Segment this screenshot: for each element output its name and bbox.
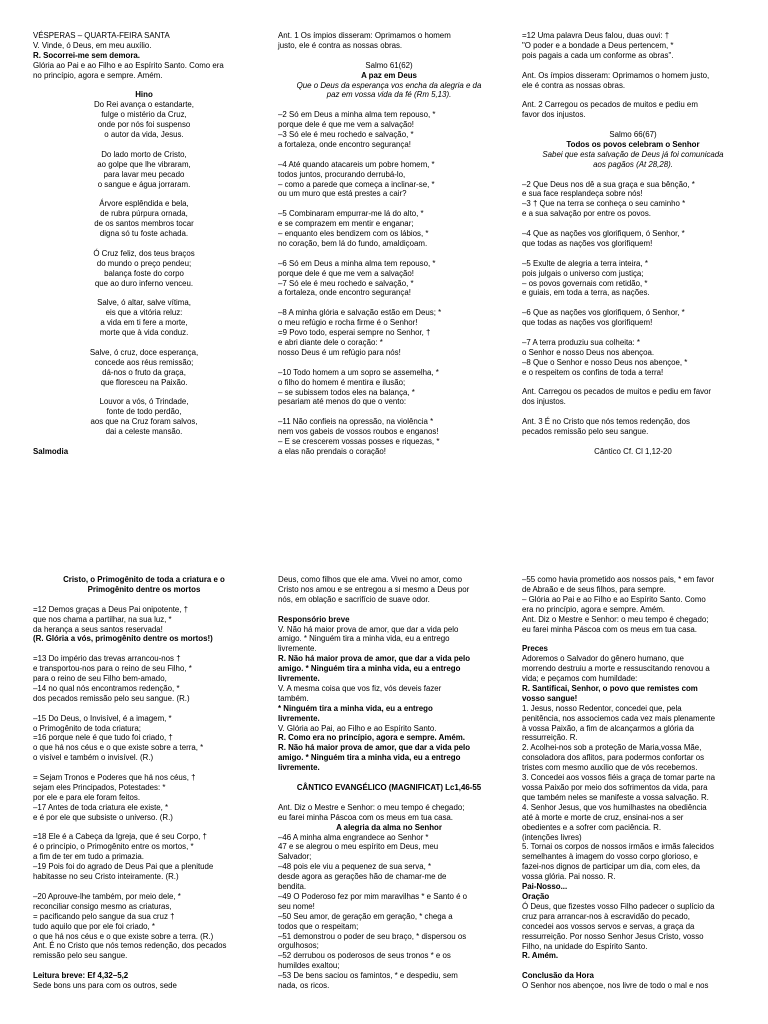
text-line: –6 Que as nações vos glorifiquem, ó Senhor, * xyxy=(522,308,685,318)
text-line: era no princípio, agora e sempre. Amém. xyxy=(522,604,665,614)
text-line: nós, em oblação e sacrifício de suave odor. xyxy=(278,594,430,604)
text-line: –50 Seu amor, de geração em geração, * chega a xyxy=(278,911,453,921)
blank-line xyxy=(522,407,744,417)
text-line: V. Não há maior prova de amor, que dar a vida pelo xyxy=(278,624,459,634)
text-line: nosso Deus é um refúgio para nós! xyxy=(278,347,401,357)
blank-line xyxy=(278,298,500,308)
text-line: –10 Todo homem a um sopro se assemelha, * xyxy=(278,367,439,377)
text-line: –52 derrubou os poderosos de seus tronos * e os xyxy=(278,951,451,961)
text-line: Do lado morto de Cristo, xyxy=(101,149,187,159)
blank-line xyxy=(33,388,255,398)
text-line: ressurreição. Por nosso Senhor Jesus Cristo, vosso xyxy=(522,931,704,941)
text-line: ele é contra as nossas obras. xyxy=(522,80,626,90)
blank-line xyxy=(522,249,744,259)
text-line: 1. Jesus, nosso Redentor, concedei que, pela xyxy=(522,703,682,713)
text-line: até à morte e morte de cruz, ensinai-nos a ser xyxy=(522,812,684,822)
blank-line xyxy=(278,407,500,417)
text-line: morrendo destruiu a morte e ressuscitando renovou a xyxy=(522,664,710,674)
text-line: –5 Combinaram empurrar-me lá do alto, * xyxy=(278,209,424,219)
text-line: Deus, como filhos que ele ama. Vivei no amor, como xyxy=(278,575,463,584)
text-line: vossa Paixão por meio dos sofrimentos da vida, para xyxy=(522,783,708,793)
top-column-3 xyxy=(522,31,744,457)
text-line: =13 Do império das trevas arrancou-nos † xyxy=(33,654,181,664)
page-break xyxy=(0,512,768,513)
text-line: A paz em Deus xyxy=(361,70,417,80)
text-line: Todos os povos celebram o Senhor xyxy=(566,139,700,149)
text-line: Hino xyxy=(135,90,153,100)
text-line: –2 Só em Deus a minha alma tem repouso, * xyxy=(278,110,436,120)
text-line: –46 A minha alma engrandece ao Senhor * xyxy=(278,832,429,842)
text-line: R. Não há maior prova de amor, que dar a vida pelo xyxy=(278,743,471,753)
text-line: = Sejam Tronos e Poderes que há nos céus, † xyxy=(33,773,196,783)
text-line: Salmo 61(62) xyxy=(365,60,413,70)
blank-line xyxy=(522,378,744,388)
text-line: o meu refúgio e rocha firme é o Senhor! xyxy=(278,318,418,328)
text-line: reconciliar consigo mesmo as criaturas, xyxy=(33,901,172,911)
text-line: livremente. xyxy=(278,674,320,684)
blank-line xyxy=(522,437,744,447)
text-line: 2. Acolhei-nos sob a proteção de Maria,vossa Mãe, xyxy=(522,743,702,753)
text-line: Filho, na unidade do Espírito Santo. xyxy=(522,941,648,951)
text-line: a vida em ti fere a morte, xyxy=(100,318,188,328)
text-line: semelhantes à imagem do vosso corpo glorioso, e xyxy=(522,852,698,862)
blank-line xyxy=(278,249,500,259)
text-line: Leitura breve: Ef 4,32–5,2 xyxy=(33,971,129,981)
blank-line xyxy=(33,882,255,892)
text-line: –15 Do Deus, o Invisível, é a imagem, * xyxy=(33,713,172,723)
text-line: Salve, ó cruz, doce esperança, xyxy=(89,347,199,357)
text-line: o autor da vida, Jesus. xyxy=(104,130,184,140)
text-line: bendita. xyxy=(278,882,307,892)
text-line: habitasse no seu Cristo inteiramente. (R.) xyxy=(33,872,179,882)
text-line: – se subissem todos eles na balança, * xyxy=(278,387,415,397)
text-line: no coração, bem lá do fundo, amaldiçoam. xyxy=(278,238,428,248)
text-line: dai a celeste mansão. xyxy=(105,427,183,437)
text-line: que todas as nações vos glorifiquem! xyxy=(522,318,653,328)
blank-line xyxy=(278,773,500,783)
text-line: a fortaleza, onde encontro segurança! xyxy=(278,288,411,298)
text-line: 3. Concedei aos vossos fiéis a graça de tomar parte na xyxy=(522,773,715,783)
text-line: que todas as nações vos glorifiquem! xyxy=(522,238,653,248)
text-line: VÉSPERAS – QUARTA-FEIRA SANTA xyxy=(33,31,170,40)
text-line: –51 demonstrou o poder de seu braço, * dispersou os xyxy=(278,931,467,941)
text-line: =12 Demos graças a Deus Pai onipotente, † xyxy=(33,604,189,614)
text-line: –4 Que as nações vos glorifiquem, ó Senhor, * xyxy=(522,229,685,239)
text-line: –2 Que Deus nos dê a sua graça e sua bênção, * xyxy=(522,179,695,189)
text-line: para o reino de seu Filho bem-amado, xyxy=(33,674,167,684)
blank-line xyxy=(33,81,255,91)
text-line: –20 Aprouve-lhe também, por meio dele, * xyxy=(33,891,181,901)
text-line: por ele e para ele foram feitos. xyxy=(33,792,141,802)
blank-line xyxy=(278,793,500,803)
blank-line xyxy=(522,219,744,229)
blank-line xyxy=(33,289,255,299)
text-line: R. Santificai, Senhor, o povo que remistes com xyxy=(522,683,698,693)
text-line: Oração xyxy=(522,891,550,901)
text-line: da herança a seus santos reservada! xyxy=(33,624,163,634)
blank-line xyxy=(278,150,500,160)
text-line: seu nome! xyxy=(278,901,315,911)
text-line: onde por nós foi suspenso xyxy=(97,120,191,130)
blank-line xyxy=(33,189,255,199)
text-line: vossa glória. Pai nosso. R. xyxy=(522,872,616,882)
text-line: desde agora as gerações hão de chamar-me de xyxy=(278,872,447,882)
blank-line xyxy=(278,51,500,61)
text-line: que nos chama a partilhar, na sua luz, * xyxy=(33,614,172,624)
text-line: (intenções livres) xyxy=(522,832,582,842)
blank-line xyxy=(522,61,744,71)
text-line: para lavar meu pecado xyxy=(103,169,185,179)
text-line: Árvore esplêndida e bela, xyxy=(99,199,189,209)
text-line: R. Como era no princípio, agora e sempre. Amém. xyxy=(278,733,465,743)
text-line: =9 Povo todo, esperai sempre no Senhor, † xyxy=(278,328,431,338)
text-line: eu farei minha Páscoa com os meus em tua casa. xyxy=(278,812,453,822)
text-line: eu farei minha Páscoa com os meus em tua casa. xyxy=(522,624,697,634)
text-line: –3 Só ele é meu rochedo e salvação, * xyxy=(278,130,414,140)
text-line: Louvor a vós, ó Trindade, xyxy=(99,397,189,407)
text-line: à vossa Paixão, a fim de alcançarmos a glória da xyxy=(522,723,694,733)
text-line: a fim de ter em tudo a primazia. xyxy=(33,852,144,862)
text-line: o Primogênito de toda criatura; xyxy=(33,723,141,733)
text-line: Pai-Nosso... xyxy=(522,882,568,892)
text-line: Ó Cruz feliz, dos teus braços xyxy=(93,248,195,258)
text-line: Conclusão da Hora xyxy=(522,971,594,981)
text-line: O Senhor nos abençoe, nos livre de todo o mal e nos xyxy=(522,981,709,991)
text-line: V. Vinde, ó Deus, em meu auxílio. xyxy=(33,40,152,50)
text-line: e o respeitem os confins de toda a terra! xyxy=(522,367,664,377)
text-line: amigo. * Ninguém tira a minha vida, eu a entrego xyxy=(278,664,461,674)
text-line: justo, ele é contra as nossas obras. xyxy=(278,40,403,50)
text-line: o visível e também o invisível. (R.) xyxy=(33,753,154,763)
text-line: é o princípio, o Primogênito entre os mortos, * xyxy=(33,842,194,852)
blank-line xyxy=(33,437,255,447)
text-line: Responsório breve xyxy=(278,614,350,624)
text-line: Preces xyxy=(522,644,548,654)
text-line: e a sua salvação por entre os povos. xyxy=(522,209,651,219)
text-line: CÂNTICO EVANGÉLICO (MAGNIFICAT) Lc1,46-55 xyxy=(296,783,482,792)
text-line: paz em vossa vida da fé (Rm 5,13). xyxy=(326,90,452,100)
text-line: balança foste do corpo xyxy=(104,268,184,278)
text-line: (R. Glória a vós, primogênito dentre os mortos!) xyxy=(33,634,213,644)
text-line: amigo. * Ninguém tira a minha vida, eu a entrego xyxy=(278,753,461,763)
blank-line xyxy=(522,298,744,308)
blank-line xyxy=(522,120,744,130)
text-line: –17 Antes de toda criatura ele existe, * xyxy=(33,802,169,812)
text-line: –53 De bens saciou os famintos, * e despediu, sem xyxy=(278,971,458,981)
text-line: todos juntos, procurando derrubá-lo, xyxy=(278,169,406,179)
text-line: 5. Tornai os corpos de nossos irmãos e irmãs falecidos xyxy=(522,842,714,852)
blank-line xyxy=(522,328,744,338)
text-line: e guiais, em toda a terra, as nações. xyxy=(522,288,650,298)
text-line: no princípio, agora e sempre. Amém. xyxy=(33,70,163,80)
text-line: * Ninguém tira a minha vida, eu a entrego xyxy=(278,703,433,713)
text-line: vida; e peçamos com humildade: xyxy=(522,674,638,684)
text-line: =16 porque nele é que tudo foi criado, † xyxy=(33,733,173,743)
blank-line xyxy=(522,961,744,971)
text-line: =12 Uma palavra Deus falou, duas ouvi: † xyxy=(522,31,670,40)
text-line: humildes exaltou; xyxy=(278,961,340,971)
text-line: penitência, nos associemos cada vez mais plenamente xyxy=(522,713,715,723)
text-line: fazei-nos dignos de participar um dia, com eles, da xyxy=(522,862,701,872)
text-line: – Glória ao Pai e ao Filho e ao Espírito Santo. Como xyxy=(522,594,706,604)
text-line: Salmo 66(67) xyxy=(609,130,657,140)
text-line: Salvador; xyxy=(278,852,312,862)
text-line: o que há nos céus e o que existe sobre a terra. (R.) xyxy=(33,931,214,941)
blank-line xyxy=(278,100,500,110)
text-line: remissão pelo seu sangue. xyxy=(33,951,128,961)
blank-line xyxy=(522,90,744,100)
text-line: que ao duro inferno venceu. xyxy=(94,278,194,288)
text-line: –5 Exulte de alegria a terra inteira, * xyxy=(522,258,648,268)
text-line: –8 Que o Senhor e nosso Deus nos abençoe, * xyxy=(522,357,688,367)
text-line: do mundo o preço pendeu; xyxy=(96,258,192,268)
text-line: –14 no qual nós encontramos redenção, * xyxy=(33,683,180,693)
text-line: porque dele é que me vem a salvação! xyxy=(278,120,414,130)
blank-line xyxy=(33,239,255,249)
text-line: –7 A terra produziu sua colheita: * xyxy=(522,337,640,347)
text-line: –11 Não confieis na opressão, na violência * xyxy=(278,417,434,427)
text-line: Ant. 2 Carregou os pecados de muitos e pediu em xyxy=(522,100,698,110)
text-line: Do Rei avança o estandarte, xyxy=(93,100,194,110)
blank-line xyxy=(33,704,255,714)
text-line: Cristo, o Primogênito de toda a criatura e o xyxy=(63,575,225,584)
text-line: obedientes e a sofrer com paciência. R. xyxy=(522,822,662,832)
text-line: livremente. xyxy=(278,713,320,723)
text-line: amigo. * Ninguém tira a minha vida, eu a entrego xyxy=(278,634,450,644)
text-line: orgulhosos; xyxy=(278,941,319,951)
text-line: Ant. Diz o Mestre e Senhor: o meu tempo é chegado; xyxy=(278,802,465,812)
blank-line xyxy=(33,763,255,773)
text-line: morte que à vida conduz. xyxy=(99,328,189,338)
text-line: Sede bons uns para com os outros, sede xyxy=(33,981,177,991)
text-line: V. A mesma coisa que vos fiz, vós deveis fazer xyxy=(278,683,442,693)
text-line: nada, os ricos. xyxy=(278,981,330,991)
text-line: A alegria da alma no Senhor xyxy=(336,822,442,832)
text-line: Ant. Carregou os pecados de muitos e pediu em favor xyxy=(522,387,712,397)
text-line: e se comprazem em mentir e enganar; xyxy=(278,219,414,229)
text-line: cruz para arrancar-nos à escravidão do pecado, xyxy=(522,911,690,921)
text-line: – enquanto eles bendizem com os lábios, * xyxy=(278,229,429,239)
blank-line xyxy=(278,605,500,615)
blank-line xyxy=(33,338,255,348)
text-line: Cristo nos amou e se entregou a si mesmo a Deus por xyxy=(278,584,470,594)
text-line: digna só tu foste achada. xyxy=(99,229,189,239)
text-line: de os santos membros tocar xyxy=(94,219,194,229)
text-line: de rubra púrpura ornada, xyxy=(100,209,188,219)
text-line: a fortaleza, onde encontro segurança! xyxy=(278,139,411,149)
text-line: ou um muro que está prestes a cair? xyxy=(278,189,407,199)
text-line: o filho do homem é mentira e ilusão; xyxy=(278,377,406,387)
text-line: fonte de todo perdão, xyxy=(106,407,182,417)
text-line: livremente. xyxy=(278,763,320,773)
text-line: 47 e se alegrou o meu espírito em Deus, meu xyxy=(278,842,439,852)
blank-line xyxy=(33,961,255,971)
blank-line xyxy=(33,140,255,150)
text-line: aos pagãos (At 28,28). xyxy=(593,159,673,169)
text-line: Ant. É no Cristo que nós temos redenção, dos pecados xyxy=(33,941,227,951)
text-line: o sangue e água jorraram. xyxy=(97,179,191,189)
blank-line xyxy=(33,823,255,833)
text-line: concedei aos vossos servos e servas, a graça da xyxy=(522,921,695,931)
text-line: e abri diante dele o coração: * xyxy=(278,338,383,347)
text-line: Ant. Diz o Mestre e Senhor: o meu tempo é chegado; xyxy=(522,614,709,624)
text-line: Ant. 1 Os ímpios disseram: Oprimamos o homem xyxy=(278,31,451,40)
text-line: o Senhor e nosso Deus nos abençoa. xyxy=(522,347,655,357)
text-line: pois pagais a cada um conforme as obras". xyxy=(522,50,674,60)
text-line: de Abraão e de seus filhos, para sempre. xyxy=(522,584,666,594)
text-line: –8 A minha glória e salvação estão em Deus; * xyxy=(278,308,442,318)
text-line: aos que na Cruz foram salvos, xyxy=(90,417,198,427)
text-line: que também neles se manifeste a vossa salvação. R. xyxy=(522,792,709,802)
text-line: e transportou-nos para o reino de seu Filho, * xyxy=(33,664,192,674)
text-line: nem vos gabeis de vossos roubos e enganos! xyxy=(278,427,439,437)
text-line: =18 Ele é a Cabeça da Igreja, que é seu Corpo, † xyxy=(33,832,207,842)
text-line: – como a parede que começa a inclinar-se, * xyxy=(278,179,435,189)
text-line: dá-nos o fruto da graça, xyxy=(102,367,186,377)
blank-line xyxy=(33,644,255,654)
text-line: que floresceu na Paixão. xyxy=(100,377,188,387)
text-line: Sabei que esta salvação de Deus já foi comunicada xyxy=(542,149,724,159)
text-line: pesariam até menos do que o vento: xyxy=(278,397,407,407)
text-line: o que há nos céus e o que existe sobre a terra, * xyxy=(33,743,204,753)
text-line: "O poder e a bondade a Deus pertencem, * xyxy=(522,40,674,50)
text-line: – os povos governais com retidão, * xyxy=(522,278,648,288)
bottom-column-1 xyxy=(33,575,255,991)
text-line: –7 Só ele é meu rochedo e salvação, * xyxy=(278,278,414,288)
text-line: eis que a vitória reluz: xyxy=(105,308,183,318)
text-line: Que o Deus da esperança vos encha da alegria e da xyxy=(296,80,482,90)
text-line: –55 como havia prometido aos nossos pais, * em favor xyxy=(522,575,715,584)
text-line: –48 pois ele viu a pequenez de sua serva, * xyxy=(278,862,432,872)
text-line: dos injustos. xyxy=(522,397,566,407)
text-line: –49 O Poderoso fez por mim maravilhas * e Santo é o xyxy=(278,891,468,901)
text-line: consoladora dos aflitos, para podermos confortar os xyxy=(522,753,705,763)
text-line: dos pecados remissão pelo seu sangue. (R.) xyxy=(33,693,190,703)
text-line: livremente. xyxy=(278,644,317,654)
text-line: Salve, ó altar, salve vítima, xyxy=(97,298,191,308)
text-line: a elas não prendais o coração! xyxy=(278,446,386,456)
blank-line xyxy=(33,595,255,605)
text-line: e é por ele que subsiste o universo. (R.) xyxy=(33,812,173,822)
bottom-column-3 xyxy=(522,575,744,991)
blank-line xyxy=(278,358,500,368)
text-line: –4 Até quando atacareis um pobre homem, * xyxy=(278,159,435,169)
text-line: 4. Senhor Jesus, que vos humilhastes na obediência xyxy=(522,802,707,812)
top-column-1 xyxy=(33,31,255,457)
text-line: V. Glória ao Pai, ao Filho e ao Espírito Santo. xyxy=(278,723,437,733)
text-line: Ant. Os ímpios disseram: Oprimamos o homem justo, xyxy=(522,70,710,80)
text-line: R. Não há maior prova de amor, que dar a vida pelo xyxy=(278,654,471,664)
top-column-2 xyxy=(278,31,500,457)
text-line: Adoremos o Salvador do gênero humano, que xyxy=(522,654,684,664)
text-line: Cântico Cf. Cl 1,12-20 xyxy=(594,446,672,456)
text-line: – E se crescerem vossas posses e riquezas, * xyxy=(278,437,440,447)
text-line: ao golpe que lhe vibraram, xyxy=(97,159,191,169)
text-line: e sua face resplandeça sobre nós! xyxy=(522,189,643,199)
blank-line xyxy=(278,199,500,209)
text-line: pecados remissão pelo seu sangue. xyxy=(522,427,649,437)
text-line: favor dos injustos. xyxy=(522,110,586,120)
text-line: R. Socorrei-me sem demora. xyxy=(33,50,141,60)
text-line: –3 † Que na terra se conheça o seu caminho * xyxy=(522,199,686,209)
text-line: pois julgais o universo com justiça; xyxy=(522,268,644,278)
text-line: tudo aquilo que por ele foi criado, * xyxy=(33,921,155,931)
text-line: Glória ao Pai e ao Filho e ao Espírito Santo. Como era xyxy=(33,60,224,70)
text-line: também. xyxy=(278,693,309,703)
text-line: ressurreição. R. xyxy=(522,733,578,743)
text-line: –19 Pois foi do agrado de Deus Pai que a plenitude xyxy=(33,862,214,872)
text-line: Ó Deus, que fizestes vosso Filho padecer o suplício da xyxy=(522,901,715,911)
bottom-column-2 xyxy=(278,575,500,991)
text-line: Salmodia xyxy=(33,446,69,456)
text-line: Primogênito dentre os mortos xyxy=(87,584,201,594)
blank-line xyxy=(522,170,744,180)
text-line: vosso sangue! xyxy=(522,693,578,703)
text-line: = pacificando pelo sangue da sua cruz † xyxy=(33,911,175,921)
blank-line xyxy=(522,634,744,644)
text-line: R. Amém. xyxy=(522,951,559,961)
text-line: concede aos réus remissão; xyxy=(94,357,194,367)
text-line: fulge o mistério da Cruz, xyxy=(101,110,187,120)
text-line: porque dele é que me vem a salvação! xyxy=(278,268,414,278)
text-line: –6 Só em Deus a minha alma tem repouso, * xyxy=(278,258,436,268)
text-line: Ant. 3 É no Cristo que nós temos redenção, dos xyxy=(522,417,690,427)
text-line: tristes com mesmo auxílio que de vós recebemos. xyxy=(522,763,698,773)
text-line: sejam eles Principados, Potestades: * xyxy=(33,782,166,792)
text-line: todos que o respeitam; xyxy=(278,921,359,931)
